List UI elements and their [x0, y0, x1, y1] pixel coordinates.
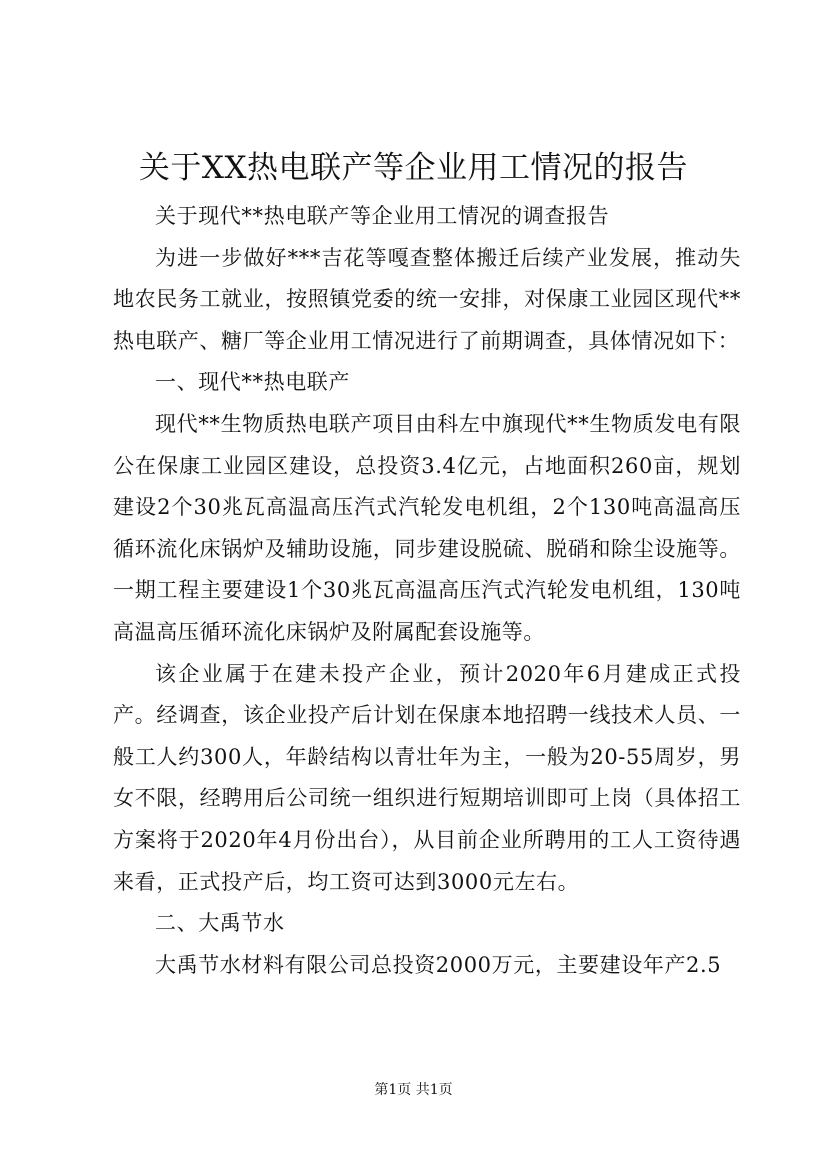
document-title: 关于XX热电联产等企业用工情况的报告 [138, 150, 689, 186]
page-number-footer: 第1页 共1页 [374, 1082, 453, 1098]
section-heading-1: 一、现代**热电联产 [155, 370, 350, 395]
section-1-paragraph-2: 该企业属于在建未投产企业，预计2020年6月建成正式投产。经调查，该企业投产后计划在保康本地招聘一线技术人员、一般工人约300人，年龄结构以青壮年为主，一般为20-55周岁，男女不限，经聘用后公司统一组织进行短期培训即可上岗（具体招工方案将于2020年4月份出台），从目前企业所聘用的工人工资待遇来看，正式投产后，均工资可达到3000元左右。 [113, 661, 741, 894]
subtitle-paragraph: 关于现代**热电联产等企业用工情况的调查报告 [155, 204, 610, 228]
section-2-paragraph-1: 大禹节水材料有限公司总投资2000万元，主要建设年产2.5 [155, 952, 722, 977]
section-heading-2: 二、大禹节水 [155, 911, 285, 936]
intro-paragraph: 为进一步做好***吉花等嘎查整体搬迁后续产业发展，推动失地农民务工就业，按照镇党委的统一安排，对保康工业园区现代**热电联产、糖厂等企业用工情况进行了前期调查，具体情况如下： [113, 245, 741, 353]
section-1-paragraph-1: 现代**生物质热电联产项目由科左中旗现代**生物质发电有限公在保康工业园区建设，总投资3.4亿元，占地面积260亩，规划建设2个30兆瓦高温高压汽式汽轮发电机组，2个130吨高温高压循环流化床锅炉及辅助设施，同步建设脱硫、脱硝和除尘设施等。一期工程主要建设1个30兆瓦高温高压汽式汽轮发电机组，130吨高温高压循环流化床锅炉及附属配套设施等。 [113, 411, 741, 644]
document-body [113, 196, 741, 986]
